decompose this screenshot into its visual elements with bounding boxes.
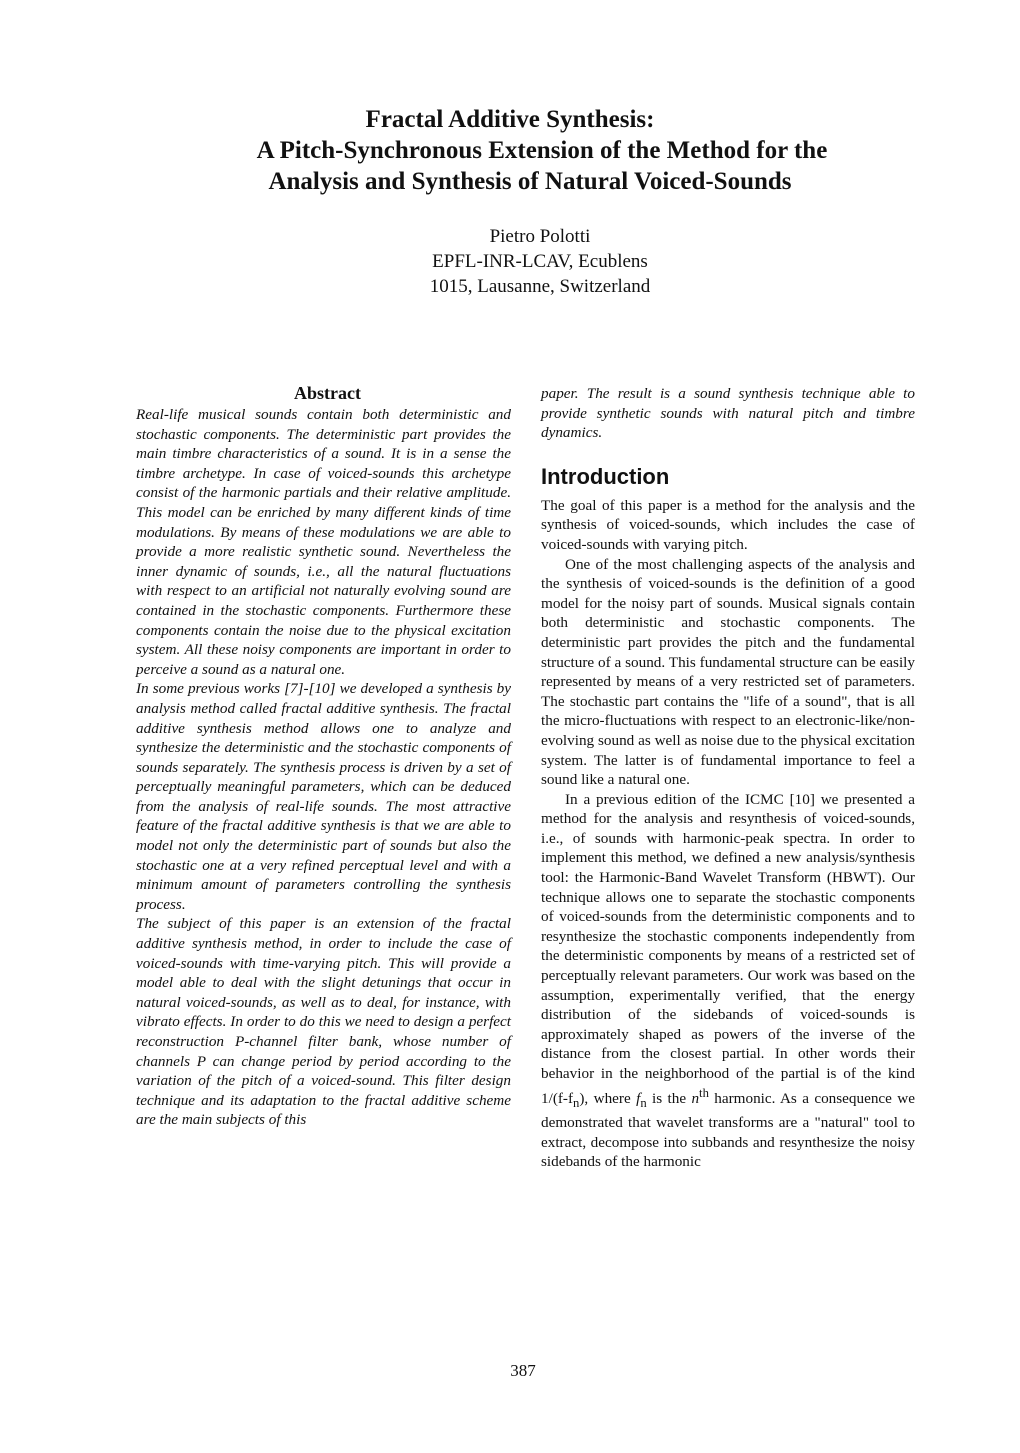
title-line-2: A Pitch-Synchronous Extension of the Method for the <box>256 137 828 164</box>
intro-paragraph-2: One of the most challenging aspects of the analysis and the synthesis of voiced-sounds is the definition of a good model for the noisy part of sounds. Musical signals contain both deterministic and stochastic components. The deterministic part provides the pitch and the fundamental structure of a sound. This fundamental structure can be easily represented by means of a very restricted set of parameters. The stochastic part contains the "life of a sound", that is all the micro-fluctuations with respect to an electronic-like/non-evolving sound as well as noise due to the physical excitation system. The latter is of fundamental importance to feel a sound like a natural one. <box>541 555 915 789</box>
subscript-n: n <box>640 1095 647 1110</box>
intro-paragraph-1: The goal of this paper is a method for the analysis and the synthesis of voiced-sounds, which includes the case of voiced-sounds with varying pitch. <box>541 496 915 553</box>
title-line-3: Analysis and Synthesis of Natural Voiced-Sounds <box>268 168 792 195</box>
author-block <box>340 224 740 299</box>
title-line-1: Fractal Additive Synthesis: <box>365 106 655 133</box>
author-affiliation: EPFL-INR-LCAV, Ecublens <box>432 251 648 272</box>
symbol-f: f <box>636 1089 641 1107</box>
paper-title <box>0 104 1020 197</box>
abstract-paragraph: Real-life musical sounds contain both deterministic and stochastic components. The deterministic part provides the main timbre characteristics of a sound. It is in a sense the timbre archetype. In case of voiced-sounds this archetype consist of the harmonic partials and their relative amplitude. This model can be enriched by many different kinds of time modulations. By means of these modulations we are able to provide a more realistic synthetic sound. Nevertheless the inner dynamic of sounds, i.e., all the natural fluctuations with respect to an artificial not naturally evolving sound are contained in the stochastic components. Furthermore these components contain the noise due to the physical excitation system. All these noisy components are important in order to perceive a sound as a natural one. <box>136 406 511 678</box>
right-column <box>541 384 915 1172</box>
intro-p3-text-a: In a previous edition of the ICMC [10] we presented a method for the analysis and resynthesis of voiced-sounds, i.e., of sounds with harmonic-peak spectra. In order to implement this method, we defined a new analysis/synthesis tool: the Harmonic-Band Wavelet Transform (HBWT). Our technique allows one to separate the stochastic components of voiced-sounds from the deterministic components and to resynthesize the stochastic components independently from the deterministic components by means of a restricted set of perceptually relevant parameters. Our work was based on the assumption, experimentally verified, that the energy distribution of the sidebands of voiced-sounds is approximately shaped as powers of the inverse of the distance from the closest partial. In other words their behavior in the neighborhood of the partial is of the kind 1/(f-f <box>541 790 915 1107</box>
intro-p3-text-b: ), where <box>579 1089 637 1107</box>
intro-p3-text-c: is the <box>646 1089 692 1107</box>
abstract-continuation: paper. The result is a sound synthesis technique able to provide synthetic sounds with natural pitch and timbre dynamics. <box>541 385 915 442</box>
subscript-n: n <box>573 1095 580 1110</box>
superscript-th: th <box>699 1085 709 1100</box>
author-address: 1015, Lausanne, Switzerland <box>429 276 651 297</box>
author-name: Pietro Polotti <box>489 226 591 247</box>
abstract-paragraph: The subject of this paper is an extension of the fractal additive synthesis method, in order to include the case of voiced-sounds with time-varying pitch. This will provide a model able to deal with the slight detunings that occur in natural voiced-sounds, as well as to deal, for instance, with vibrato effects. In order to do this we need to design a perfect reconstruction P-channel filter bank, whose number of channels P can change period by period according to the variation of the pitch of a voiced-sound. This filter design technique and its adaptation to the fractal additive scheme are the main subjects of this <box>136 915 511 1129</box>
intro-p3-text-d: harmonic. As a consequence we demonstrated that wavelet transforms are a "natural" tool to extract, decompose into subbands and resynthesize the noisy sidebands of the harmonic <box>541 1089 915 1171</box>
intro-paragraph-3 <box>541 790 915 1172</box>
left-column <box>136 382 511 1130</box>
introduction-heading: Introduction <box>541 463 670 489</box>
symbol-n: n <box>691 1089 700 1107</box>
abstract-heading: Abstract <box>294 383 361 403</box>
page-number: 387 <box>510 1361 536 1380</box>
abstract-paragraph: In some previous works [7]-[10] we developed a synthesis by analysis method called fractal additive synthesis. The fractal additive synthesis method allows one to analyze and synthesize the deterministic and the stochastic components of sounds separately. The synthesis process is driven by a set of perceptually meaningful parameters, which can be deduced from the analysis of real-life sounds. The most attractive feature of the fractal additive synthesis is that we are able to model not only the deterministic part of sounds but also the stochastic one at a very refined perceptual level and with a minimum amount of parameters controlling the synthesis process. <box>136 680 511 913</box>
